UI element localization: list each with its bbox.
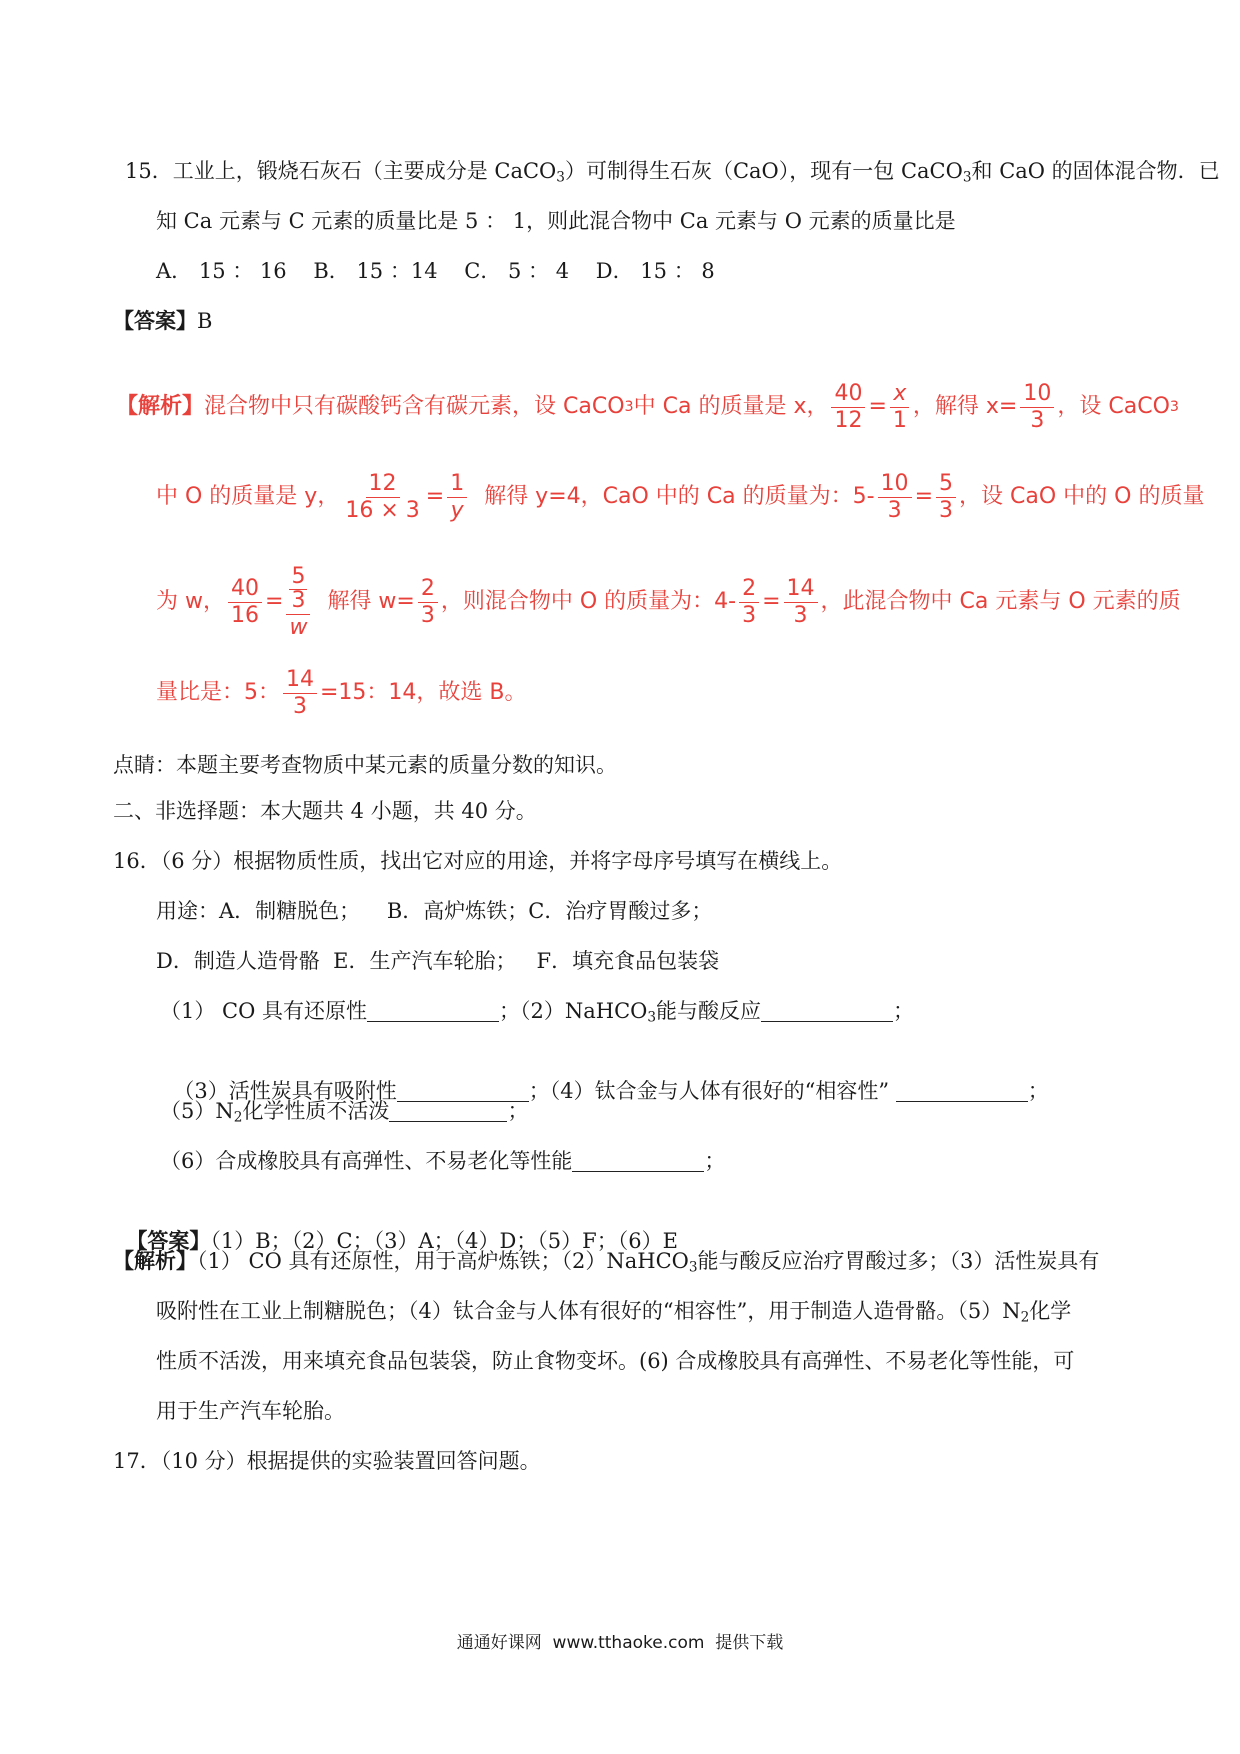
q16-item-5: $(5)N_2$化学性质不活泼 ； [160, 1099, 529, 1126]
fraction-2-3: $\frac{2}{3}$ [418, 576, 438, 629]
fraction-14-3: $\frac{14}{3}$ [784, 576, 818, 629]
q16-analysis-line-3: 性质不活泼，用来填充食品包装袋，防止食物变坏。(6) 合成橡胶具有高弹性、不易老化等性能，可 [156, 1349, 1075, 1373]
q15-tip: 点睛：本题主要考查物质中某元素的质量分数的知识。 [113, 753, 617, 777]
q16-analysis-line-2: 吸附性在工业上制糖脱色；（4）钛合金与人体有很好的“相容性”，用于制造人造骨骼。$(5)N_2$化学 [156, 1299, 1072, 1326]
fraction-10-3: $\frac{10}{3}$ [1020, 381, 1054, 434]
fraction-10-3-b: $\frac{10}{3}$ [878, 471, 912, 524]
fraction-1-y: $\frac{1}{y}$ [447, 471, 467, 524]
section-2-heading: 二、非选择题：本大题共 4 小题，共 40 分。 [113, 799, 537, 823]
q15-line-2: 知 Ca 元素与 C 元素的质量比是 5 ： 1，则此混合物中 Ca 元素与 O 元素的质量比是 [156, 209, 956, 233]
q16-items-3-4: （3）活性炭具有吸附性 ；（4）钛合金与人体有很好的“相容性” ； [173, 1079, 1049, 1103]
blank-2[interactable] [761, 1001, 893, 1022]
q16-answer: 【答案】（1）B；（2）C；（3）A；（4）D；（5）F；（6）E [126, 1228, 678, 1253]
blank-4[interactable] [896, 1081, 1028, 1102]
fraction-40-16: $\frac{40}{16}$ [228, 576, 262, 629]
fraction-5-3: $\frac{5}{3}$ [936, 471, 956, 524]
fraction-40-12: $\frac{40}{12}$ [831, 381, 865, 434]
q15-options: A． 15 ： 16 B． 15 ：14 C． 5 ： 4 D． 15 ： 8 [156, 259, 715, 283]
q15-analysis-line-3: 为 w， $\frac{40}{16}$ = $\frac{\frac{5}{3}}{w}$ 解得 w= $\frac{2}{3}$ ，则混合物中 O 的质量为：4- $\frac{2}{3}$ = $\frac{14}{3}$ ，此混合物中 Ca 元素与 O 元素的质 [156, 564, 1181, 640]
q16-uses-1: 用途：A．制糖脱色； B．高炉炼铁；C．治疗胃酸过多； [156, 899, 713, 923]
blank-1[interactable] [367, 1001, 499, 1022]
fraction-12-16x3: $\frac{12}{16 \times 3}$ [345, 470, 420, 523]
blank-6[interactable] [572, 1151, 704, 1172]
q15-analysis-line-2: 中 O 的质量是 y， $\frac{12}{16 \times 3}$ = $\frac{1}{y}$ 解得 y=4，CaO 中的 Ca 的质量为：5- $\frac{10}{3}$ = $\frac{5}{3}$ ，设 CaO 中的 O 的质量 [156, 470, 1205, 523]
q15-answer: 【答案】B [113, 308, 213, 333]
q16-analysis-line-4: 用于生产汽车轮胎。 [156, 1399, 345, 1423]
q16-item-6: （6）合成橡胶具有高弹性、不易老化等性能 ； [160, 1149, 726, 1173]
q16-uses-2: D．制造人造骨骼 E．生产汽车轮胎； F．填充食品包装袋 [156, 949, 720, 973]
fraction-2-3-b: $\frac{2}{3}$ [739, 576, 759, 629]
fraction-5over3-w: $\frac{\frac{5}{3}}{w}$ [286, 563, 310, 641]
q15-analysis-line-1: 【解析】 混合物中只有碳酸钙含有碳元素，设 CaCO 3 中 Ca 的质量是 x， $\frac{40}{12}$ = $\frac{x}{1}$ ，解得 x= $\frac{10}{3}$ ，设 CaCO 3 [116, 380, 1179, 433]
q16-title: 16．（6 分）根据物质性质，找出它对应的用途，并将字母序号填写在横线上。 [113, 849, 843, 873]
q16-items-1-2: （1） CO 具有还原性 ；（2）NaHCO$_3$能与酸反应 ； [160, 999, 915, 1026]
q16-analysis-line-1: 【解析】（1） CO 具有还原性，用于高炉炼铁；（2）NaHCO$_3$能与酸反应治疗胃酸过多；（3）活性炭具有 [113, 1248, 1100, 1276]
fraction-x-1: $\frac{x}{1}$ [890, 381, 910, 434]
blank-5[interactable] [389, 1101, 507, 1122]
q15-analysis-line-4: 量比是：5： $\frac{14}{3}$ =15：14，故选 B。 [156, 666, 527, 719]
page-footer: 通通好课网 www.tthaoke.com 提供下载 [456, 1633, 784, 1653]
fraction-14-3-b: $\frac{14}{3}$ [283, 667, 317, 720]
q15-line-1: 15．工业上，锻烧石灰石（主要成分是 CaCO$_3$）可制得生石灰（CaO），现有一包 CaCO$_3$和 CaO 的固体混合物．已 [125, 159, 1220, 186]
q17-title: 17．（10 分）根据提供的实验装置回答问题。 [113, 1449, 541, 1473]
